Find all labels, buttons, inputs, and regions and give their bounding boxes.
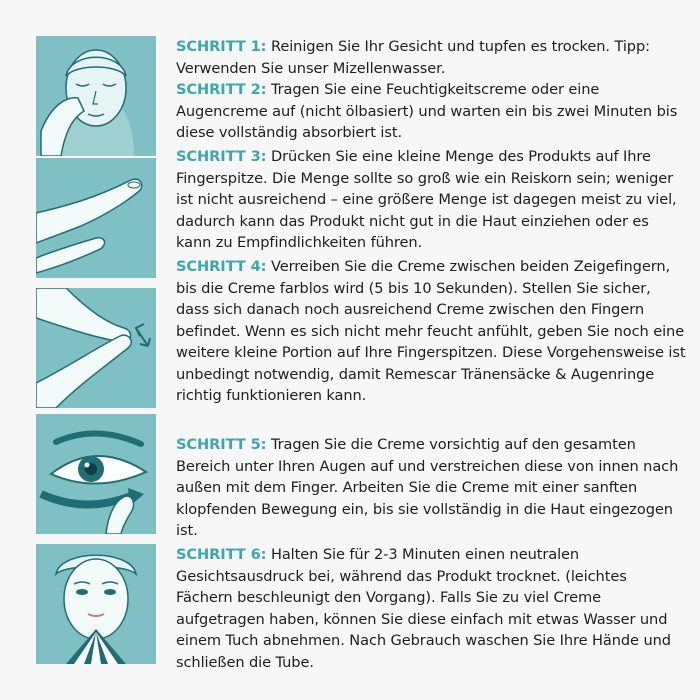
step-4-label: SCHRITT 4: [176,258,267,275]
step-3-text: Drücken Sie eine kleine Menge des Produkts auf Ihre Fingerspitze. Die Menge sollte so groß wie ein Reiskorn sein; weniger ist nicht ausreichend – eine größere Menge ist dagegen meist zu viel, dadurch kann das Produkt nicht gut in die Haut einziehen oder es kann zu Empfindlichkeiten führen. [176,148,677,251]
step-3-label: SCHRITT 3: [176,148,267,165]
step-6 [176,544,686,673]
step-5 [176,434,686,542]
eye-application-illustration [36,414,156,534]
face-cleansing-illustration [36,36,156,156]
step-2-text: Tragen Sie eine Feuchtigkeitscreme oder eine Augencreme auf (nicht ölbasiert) und warten ein bis zwei Minuten bis diese vollständig absorbiert ist. [176,81,678,141]
step-6-label: SCHRITT 6: [176,546,267,563]
step-5-text: Tragen Sie die Creme vorsichtig auf den gesamten Bereich unter Ihren Augen auf und verstreichen diese von innen nach außen mit dem Finger. Arbeiten Sie die Creme mit einer sanften klopfenden Bewegung ein, bis sie vollständig in die Haut eingezogen ist. [176,436,679,539]
step-3 [176,146,686,254]
step-1-text: Reinigen Sie Ihr Gesicht und tupfen es trocken. Tipp: Verwenden Sie unser Mizellenwasser. [176,38,650,77]
step-4-text: Verreiben Sie die Creme zwischen beiden Zeigefingern, bis die Creme farblos wird (5 bis 10 Sekunden). Stellen Sie sicher, dass sich danach noch ausreichend Creme zwischen den Fingern befindet. Wenn es sich nicht mehr feucht anfühlt, geben Sie noch eine weitere kleine Portion auf Ihre Fingerspitzen. Diese Vorgehensweise ist unbedingt notwendig, damit Remescar Tränensäcke & Augenringe richtig funktionieren kann. [176,258,686,404]
step-6-text: Halten Sie für 2-3 Minuten einen neutralen Gesichtsausdruck bei, während das Produkt trocknet. (leichtes Fächern beschleunigt den Vorgang). Falls Sie zu viel Creme aufgetragen haben, können Sie diese einfach mit etwas Wasser und einem Tuch abnehmen. Nach Gebrauch waschen Sie Ihre Hände und schließen die Tube. [176,546,671,671]
fingers-rubbing-illustration [36,288,156,408]
fingertip-cream-illustration [36,158,156,278]
step-2 [176,79,686,144]
step-1-label: SCHRITT 1: [176,38,267,55]
step-5-label: SCHRITT 5: [176,436,267,453]
step-4 [176,256,686,407]
step-1 [176,36,686,79]
step-2-label: SCHRITT 2: [176,81,267,98]
face-fan-illustration [36,544,156,664]
